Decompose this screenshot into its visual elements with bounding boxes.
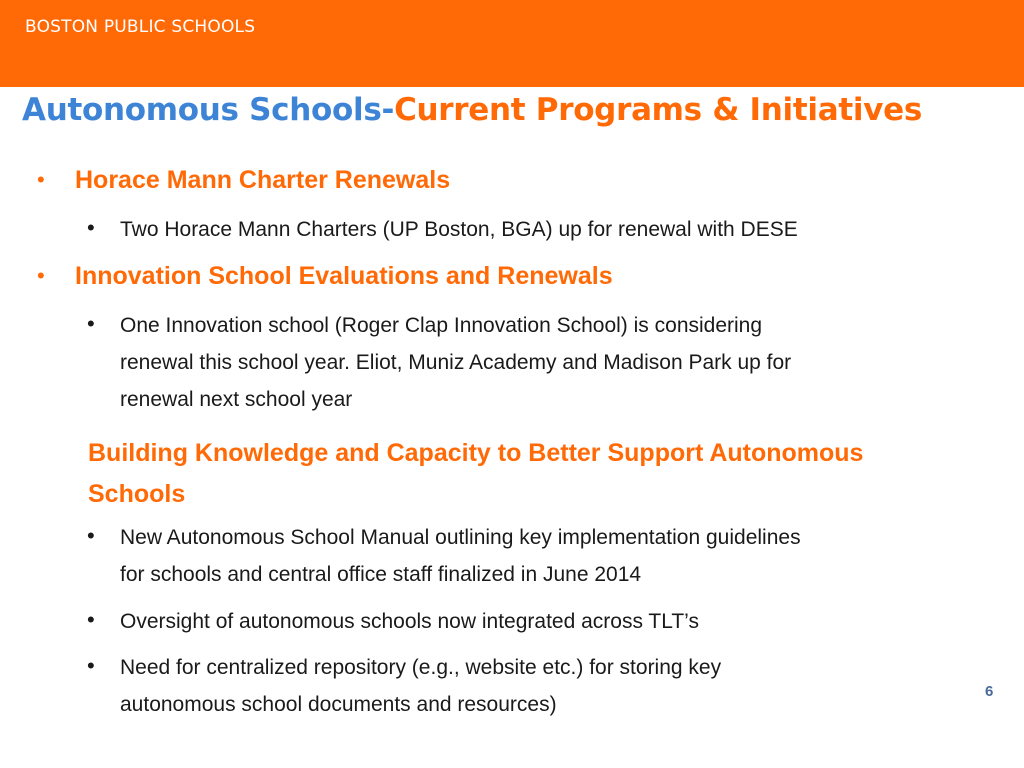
section-3-item-3 bbox=[120, 649, 721, 723]
section-3-item-1-line-2: for schools and central office staff finalized in June 2014 bbox=[120, 563, 642, 586]
section-3-item-3-line-2: autonomous school documents and resources) bbox=[120, 693, 557, 716]
section-2-item-1-line-1: One Innovation school (Roger Clap Innovation School) is considering bbox=[120, 314, 763, 337]
section-3-item-1-line-1: New Autonomous School Manual outlining key implementation guidelines bbox=[120, 526, 801, 549]
section-3-item-3-line-1: Need for centralized repository (e.g., website etc.) for storing key bbox=[120, 656, 722, 679]
section-3-item-2 bbox=[120, 603, 699, 640]
section-3-item-2-line-1: Oversight of autonomous schools now integrated across TLT’s bbox=[120, 610, 699, 633]
section-1-item-1-line-1: Two Horace Mann Charters (UP Boston, BGA) up for renewal with DESE bbox=[120, 218, 798, 241]
section-1-item-1-bullet: • bbox=[87, 215, 95, 240]
section-3-heading-line-1: Building Knowledge and Capacity to Better Support Autonomous bbox=[88, 439, 864, 467]
section-3-item-2-bullet: • bbox=[87, 607, 95, 632]
header-banner bbox=[0, 0, 1024, 87]
section-1-heading: Horace Mann Charter Renewals bbox=[75, 166, 451, 194]
org-name: BOSTON PUBLIC SCHOOLS bbox=[25, 17, 256, 37]
page-number: 6 bbox=[985, 683, 994, 700]
section-3-item-1 bbox=[120, 519, 801, 593]
section-2-item-1-bullet: • bbox=[87, 311, 95, 336]
section-3-item-3-bullet: • bbox=[87, 653, 95, 678]
section-3-item-1-bullet: • bbox=[87, 523, 95, 548]
section-2-heading: Innovation School Evaluations and Renewals bbox=[75, 262, 613, 290]
title-part-programs: Current Programs & Initiatives bbox=[394, 92, 922, 128]
section-2-item-1 bbox=[120, 307, 791, 418]
section-1-bullet: • bbox=[37, 167, 45, 192]
section-1-item-1 bbox=[120, 211, 798, 248]
section-3-heading-line-2: Schools bbox=[88, 480, 186, 508]
section-2-item-1-line-2: renewal this school year. Eliot, Muniz Academy and Madison Park up for bbox=[120, 351, 792, 374]
section-2-bullet: • bbox=[37, 263, 45, 288]
section-2-item-1-line-3: renewal next school year bbox=[120, 388, 353, 411]
slide-title bbox=[22, 92, 922, 128]
section-3-heading bbox=[88, 433, 863, 515]
title-part-autonomous-schools: Autonomous Schools- bbox=[22, 92, 395, 128]
